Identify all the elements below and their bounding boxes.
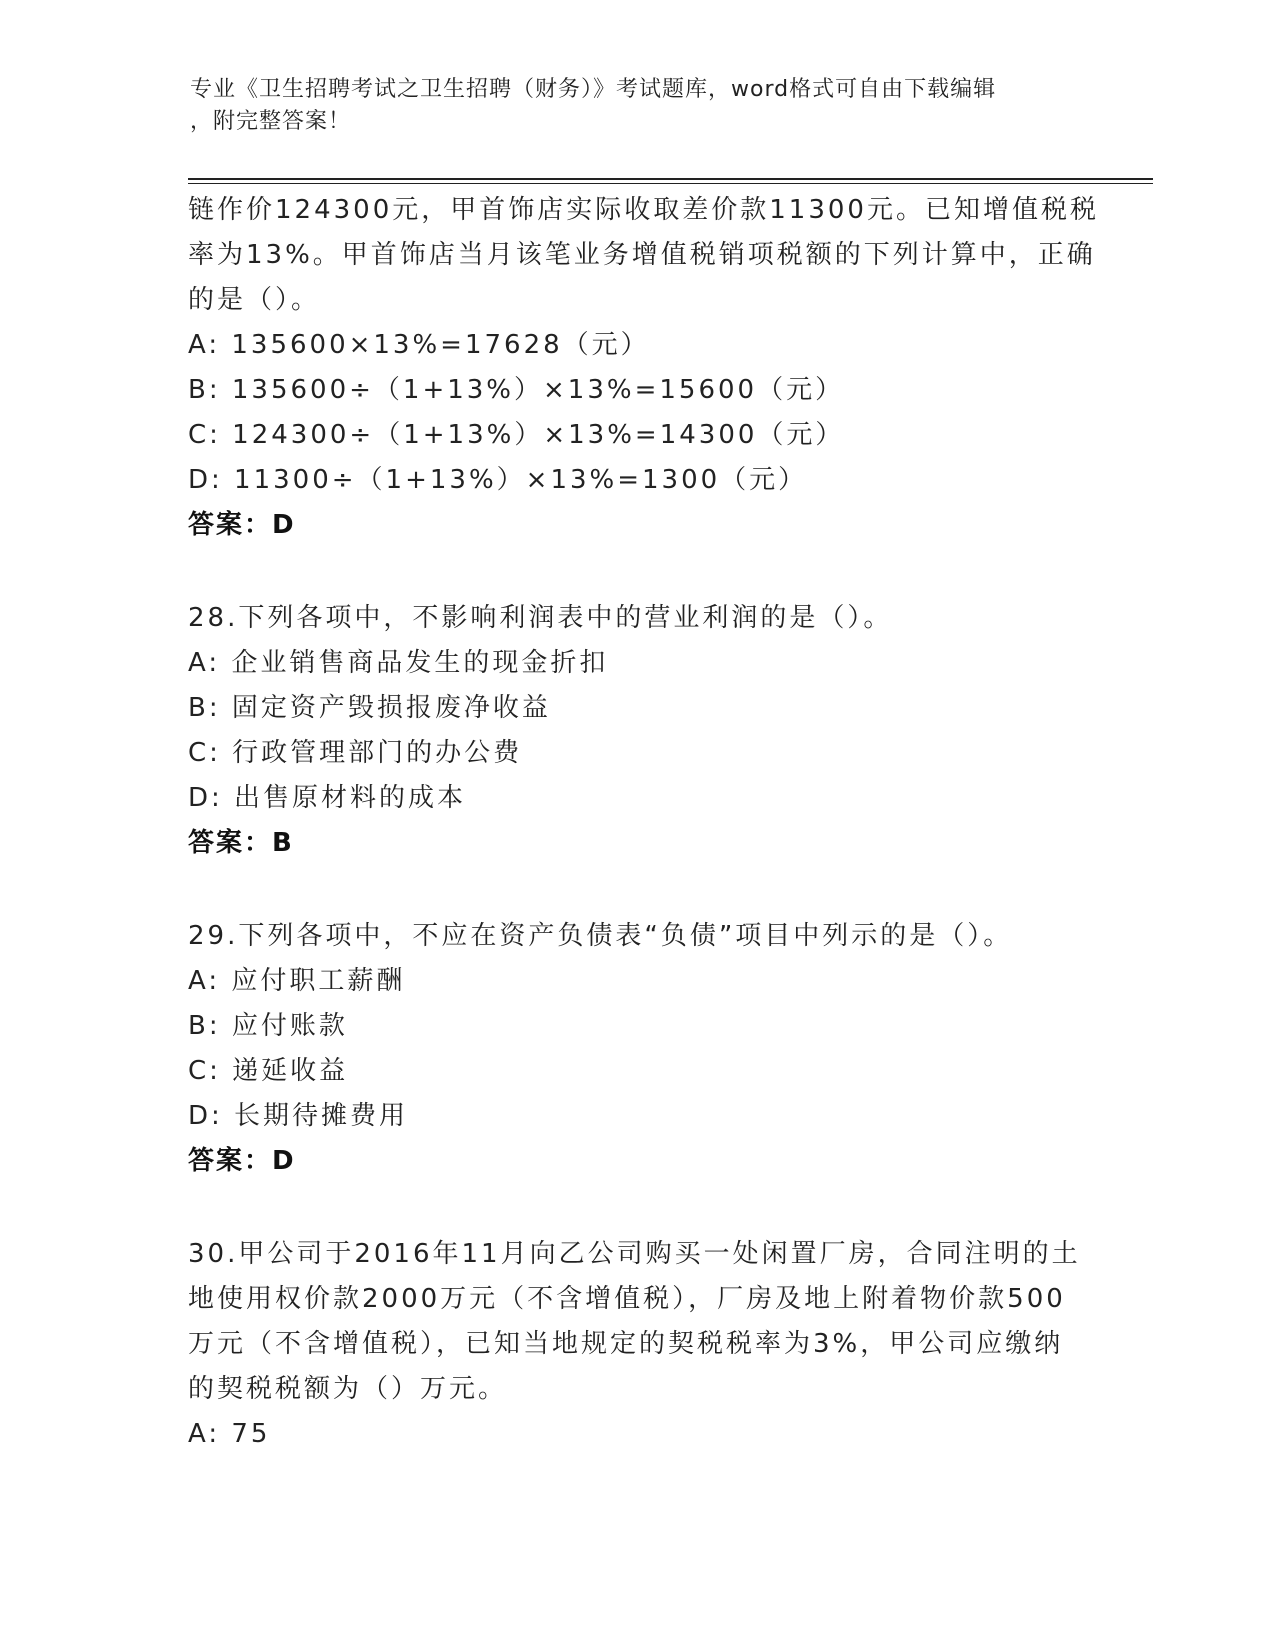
question-stem-line: 的是（）。 (188, 285, 321, 315)
document-header (190, 74, 1090, 138)
option-c: C: 行政管理部门的办公费 (188, 738, 523, 768)
option-a: A: 75 (188, 1419, 271, 1449)
header-divider-thin (188, 183, 1153, 184)
answer-label: 答案：D (188, 510, 296, 540)
spacer (188, 548, 1088, 596)
question-list (188, 188, 1099, 1457)
answer-label: 答案：B (188, 828, 294, 858)
option-d: D: 长期待摊费用 (188, 1101, 409, 1131)
question-29 (188, 914, 1088, 1184)
header-line-2: ，附完整答案！ (190, 109, 352, 134)
question-27 (188, 188, 1099, 548)
option-a: A: 应付职工薪酬 (188, 966, 406, 996)
option-c: C: 124300÷（1+13%）×13%=14300（元） (188, 420, 845, 450)
question-stem-line: 的契税税额为（）万元。 (188, 1374, 508, 1404)
option-b: B: 135600÷（1+13%）×13%=15600（元） (188, 375, 845, 405)
question-stem-line: 29.下列各项中，不应在资产负债表“负债”项目中列示的是（）。 (188, 921, 1013, 951)
question-30 (188, 1232, 1088, 1457)
question-28 (188, 596, 1088, 866)
header-divider-thick (188, 178, 1153, 180)
option-b: B: 应付账款 (188, 1011, 348, 1041)
question-stem-line: 28.下列各项中，不影响利润表中的营业利润的是（）。 (188, 603, 893, 633)
option-a: A: 企业销售商品发生的现金折扣 (188, 648, 609, 678)
answer-label: 答案：D (188, 1146, 296, 1176)
question-stem-line: 30.甲公司于2016年11月向乙公司购买一处闲置厂房，合同注明的土 (188, 1239, 1081, 1269)
question-stem-line: 地使用权价款2000万元（不含增值税），厂房及地上附着物价款500 (188, 1284, 1066, 1314)
question-stem-line: 率为13%。甲首饰店当月该笔业务增值税销项税额的下列计算中，正确 (188, 240, 1096, 270)
spacer (188, 1184, 1088, 1232)
question-stem-line: 万元（不含增值税），已知当地规定的契税税率为3%，甲公司应缴纳 (188, 1329, 1064, 1359)
option-d: D: 11300÷（1+13%）×13%=1300（元） (188, 465, 808, 495)
header-line-1: 专业《卫生招聘考试之卫生招聘（财务）》考试题库，word格式可自由下载编辑 (190, 77, 997, 102)
option-c: C: 递延收益 (188, 1056, 349, 1086)
option-a: A: 135600×13%=17628（元） (188, 330, 650, 360)
option-d: D: 出售原材料的成本 (188, 783, 467, 813)
question-stem-line: 链作价124300元，甲首饰店实际收取差价款11300元。已知增值税税 (188, 195, 1099, 225)
spacer (188, 866, 1088, 914)
option-b: B: 固定资产毁损报废净收益 (188, 693, 551, 723)
